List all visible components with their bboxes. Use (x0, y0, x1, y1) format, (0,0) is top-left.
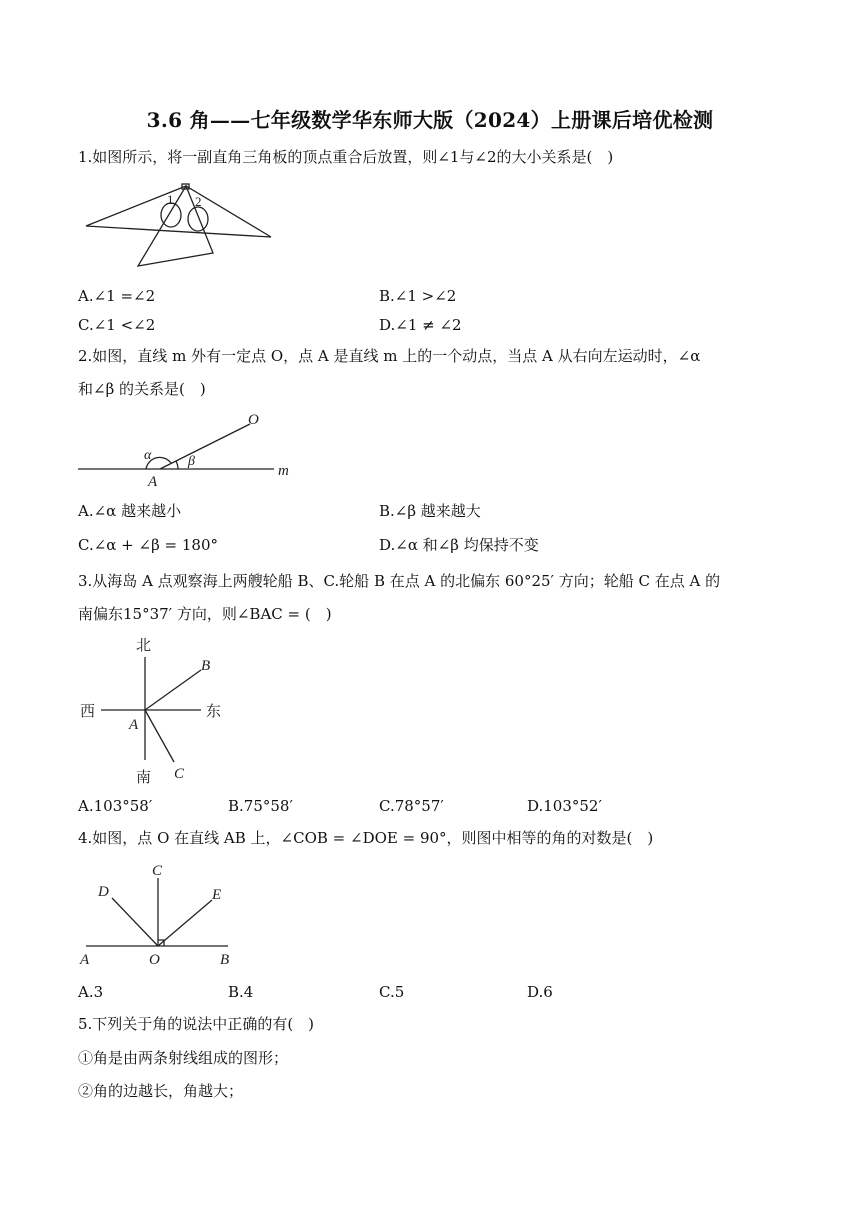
point-a-label: A (148, 474, 158, 490)
question-2-figure (78, 408, 298, 488)
west-label: 西 (80, 704, 96, 720)
question-2-stem-line-2: 和∠β 的关系是( ) (78, 380, 206, 398)
question-1-figure (78, 180, 278, 270)
question-3-option-a[interactable]: A.103°58′ (78, 797, 153, 815)
question-5-statement-1: ①角是由两条射线组成的图形； (78, 1049, 289, 1067)
question-1-stem: 1.如图所示，将一副直角三角板的顶点重合后放置，则∠1与∠2的大小关系是( ) (78, 148, 614, 166)
question-4-stem: 4.如图，点 O 在直线 AB 上，∠COB = ∠DOE = 90°，则图中相等的角的对数是( ) (78, 829, 654, 847)
page-title: 3.6 角——七年级数学华东师大版（2024）上册课后培优检测 (146, 108, 714, 132)
question-1-option-b[interactable]: B.∠1 >∠2 (379, 287, 457, 305)
question-2-option-a[interactable]: A.∠α 越来越小 (78, 502, 182, 520)
beta-label: β (188, 454, 195, 469)
ray-ao (160, 424, 250, 469)
question-3-option-b[interactable]: B.75°58′ (228, 797, 293, 815)
angle-2-label: 2 (195, 194, 202, 209)
question-4-figure (78, 858, 238, 970)
point-o-label: O (248, 412, 259, 428)
question-4-option-b[interactable]: B.4 (228, 983, 254, 1001)
point-b-label: B (220, 952, 230, 968)
question-2-option-c[interactable]: C.∠α + ∠β = 180° (78, 536, 218, 554)
question-2-stem-line-1: 2.如图，直线 m 外有一定点 O，点 A 是直线 m 上的一个动点，当点 A 从右向左运动时，∠α (78, 347, 701, 365)
north-label: 北 (136, 638, 152, 654)
question-4-option-c[interactable]: C.5 (379, 983, 405, 1001)
point-b-label: B (201, 658, 211, 674)
point-a-label: A (129, 717, 139, 733)
east-label: 东 (206, 704, 222, 720)
point-e-label: E (212, 887, 222, 903)
question-3-stem-line-2: 南偏东15°37′ 方向，则∠BAC = ( ) (78, 605, 332, 623)
point-d-label: D (98, 884, 109, 900)
question-3-stem-line-1: 3.从海岛 A 点观察海上两艘轮船 B、C.轮船 B 在点 A 的北偏东 60°25′ 方向；轮船 C 在点 A 的 (78, 572, 721, 590)
ray-oe (158, 900, 212, 946)
question-1-option-d[interactable]: D.∠1 ≠ ∠2 (379, 316, 462, 334)
question-1-option-c[interactable]: C.∠1 <∠2 (78, 316, 156, 334)
question-3-option-d[interactable]: D.103°52′ (527, 797, 602, 815)
point-o-label: O (149, 952, 160, 968)
question-5-statement-2: ②角的边越长，角越大； (78, 1082, 244, 1100)
question-2-option-b[interactable]: B.∠β 越来越大 (379, 502, 481, 520)
question-2-option-d[interactable]: D.∠α 和∠β 均保持不变 (379, 536, 539, 554)
ray-od (112, 898, 158, 946)
question-3-figure (78, 632, 238, 784)
point-c-label: C (174, 766, 185, 782)
angle-2-circle (188, 207, 208, 231)
ray-ac (145, 710, 174, 762)
question-4-option-d[interactable]: D.6 (527, 983, 553, 1001)
ray-ab (145, 670, 201, 710)
point-a-label: A (80, 952, 90, 968)
point-c-label: C (152, 863, 163, 879)
angle-1-label: 1 (167, 192, 174, 207)
line-m-label: m (278, 463, 289, 479)
question-3-option-c[interactable]: C.78°57′ (379, 797, 444, 815)
question-4-option-a[interactable]: A.3 (78, 983, 104, 1001)
question-5-stem: 5.下列关于角的说法中正确的有( ) (78, 1015, 315, 1033)
south-label: 南 (136, 770, 152, 786)
alpha-label: α (144, 448, 152, 463)
question-1-option-a[interactable]: A.∠1 =∠2 (78, 287, 156, 305)
angle-beta-arc (176, 461, 178, 469)
triangle-ruler-1 (86, 186, 271, 237)
